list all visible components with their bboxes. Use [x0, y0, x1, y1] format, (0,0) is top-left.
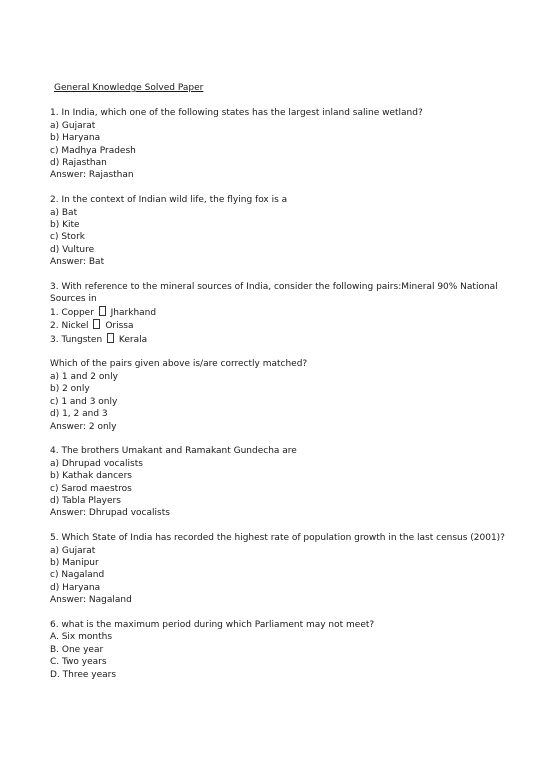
question-text: 2. In the context of Indian wild life, the flying fox is a: [50, 195, 288, 206]
pair-right: Jharkhand: [110, 307, 157, 318]
pair-right: Kerala: [118, 334, 148, 345]
option: b) Haryana: [50, 133, 101, 144]
option: c) Madhya Pradesh: [50, 145, 136, 156]
option: d) 1, 2 and 3: [50, 409, 108, 420]
missing-glyph-icon: [93, 319, 100, 329]
spacer: [50, 346, 510, 358]
pair-right: Orissa: [105, 321, 134, 332]
option: D. Three years: [50, 669, 117, 680]
question-subtext: Which of the pairs given above is/are correctly matched?: [50, 359, 308, 370]
option: c) Sarod maestros: [50, 483, 132, 494]
option: a) 1 and 2 only: [50, 371, 118, 382]
option: b) Manipur: [50, 557, 99, 568]
question-text: 5. Which State of India has recorded the highest rate of population growth in the last census (2001)?: [50, 533, 505, 544]
option: A. Six months: [50, 632, 113, 643]
question-text: 6. what is the maximum period during which Parliament may not meet?: [50, 619, 375, 630]
question-1: [50, 107, 510, 181]
option: b) Kathak dancers: [50, 471, 132, 482]
option: d) Tabla Players: [50, 495, 121, 506]
option: B. One year: [50, 644, 104, 655]
question-text: 3. With reference to the mineral sources of India, consider the following pairs:Mineral 90% National Sources in: [50, 282, 498, 305]
answer: Answer: Dhrupad vocalists: [50, 508, 170, 519]
answer: Answer: Bat: [50, 257, 105, 268]
option: C. Two years: [50, 657, 107, 668]
pair-row: [50, 333, 510, 346]
pair-left: 2. Nickel: [50, 321, 89, 332]
answer: Answer: Nagaland: [50, 595, 132, 606]
option: d) Vulture: [50, 244, 95, 255]
answer: Answer: 2 only: [50, 421, 117, 432]
option: a) Bat: [50, 207, 78, 218]
page-title: General Knowledge Solved Paper: [54, 83, 204, 93]
option: c) Stork: [50, 232, 85, 243]
option: c) Nagaland: [50, 570, 105, 581]
option: c) 1 and 3 only: [50, 396, 118, 407]
question-6: [50, 619, 510, 681]
pair-left: 1. Copper: [50, 307, 94, 318]
missing-glyph-icon: [99, 306, 106, 316]
question-4: [50, 445, 510, 519]
document-page: [50, 82, 510, 693]
option: d) Rajasthan: [50, 158, 107, 169]
pair-row: [50, 306, 510, 319]
question-2: [50, 194, 510, 268]
question-5: [50, 532, 510, 606]
missing-glyph-icon: [107, 333, 114, 343]
question-text: 1. In India, which one of the following states has the largest inland saline wetland?: [50, 108, 423, 119]
option: b) 2 only: [50, 384, 90, 395]
pair-row: [50, 319, 510, 332]
option: a) Gujarat: [50, 545, 96, 556]
question-3: [50, 281, 510, 433]
question-text: 4. The brothers Umakant and Ramakant Gundecha are: [50, 446, 297, 457]
option: d) Haryana: [50, 582, 101, 593]
option: b) Kite: [50, 220, 80, 231]
answer: Answer: Rajasthan: [50, 170, 134, 181]
pair-left: 3. Tungsten: [50, 334, 103, 345]
option: a) Gujarat: [50, 120, 96, 131]
option: a) Dhrupad vocalists: [50, 458, 143, 469]
